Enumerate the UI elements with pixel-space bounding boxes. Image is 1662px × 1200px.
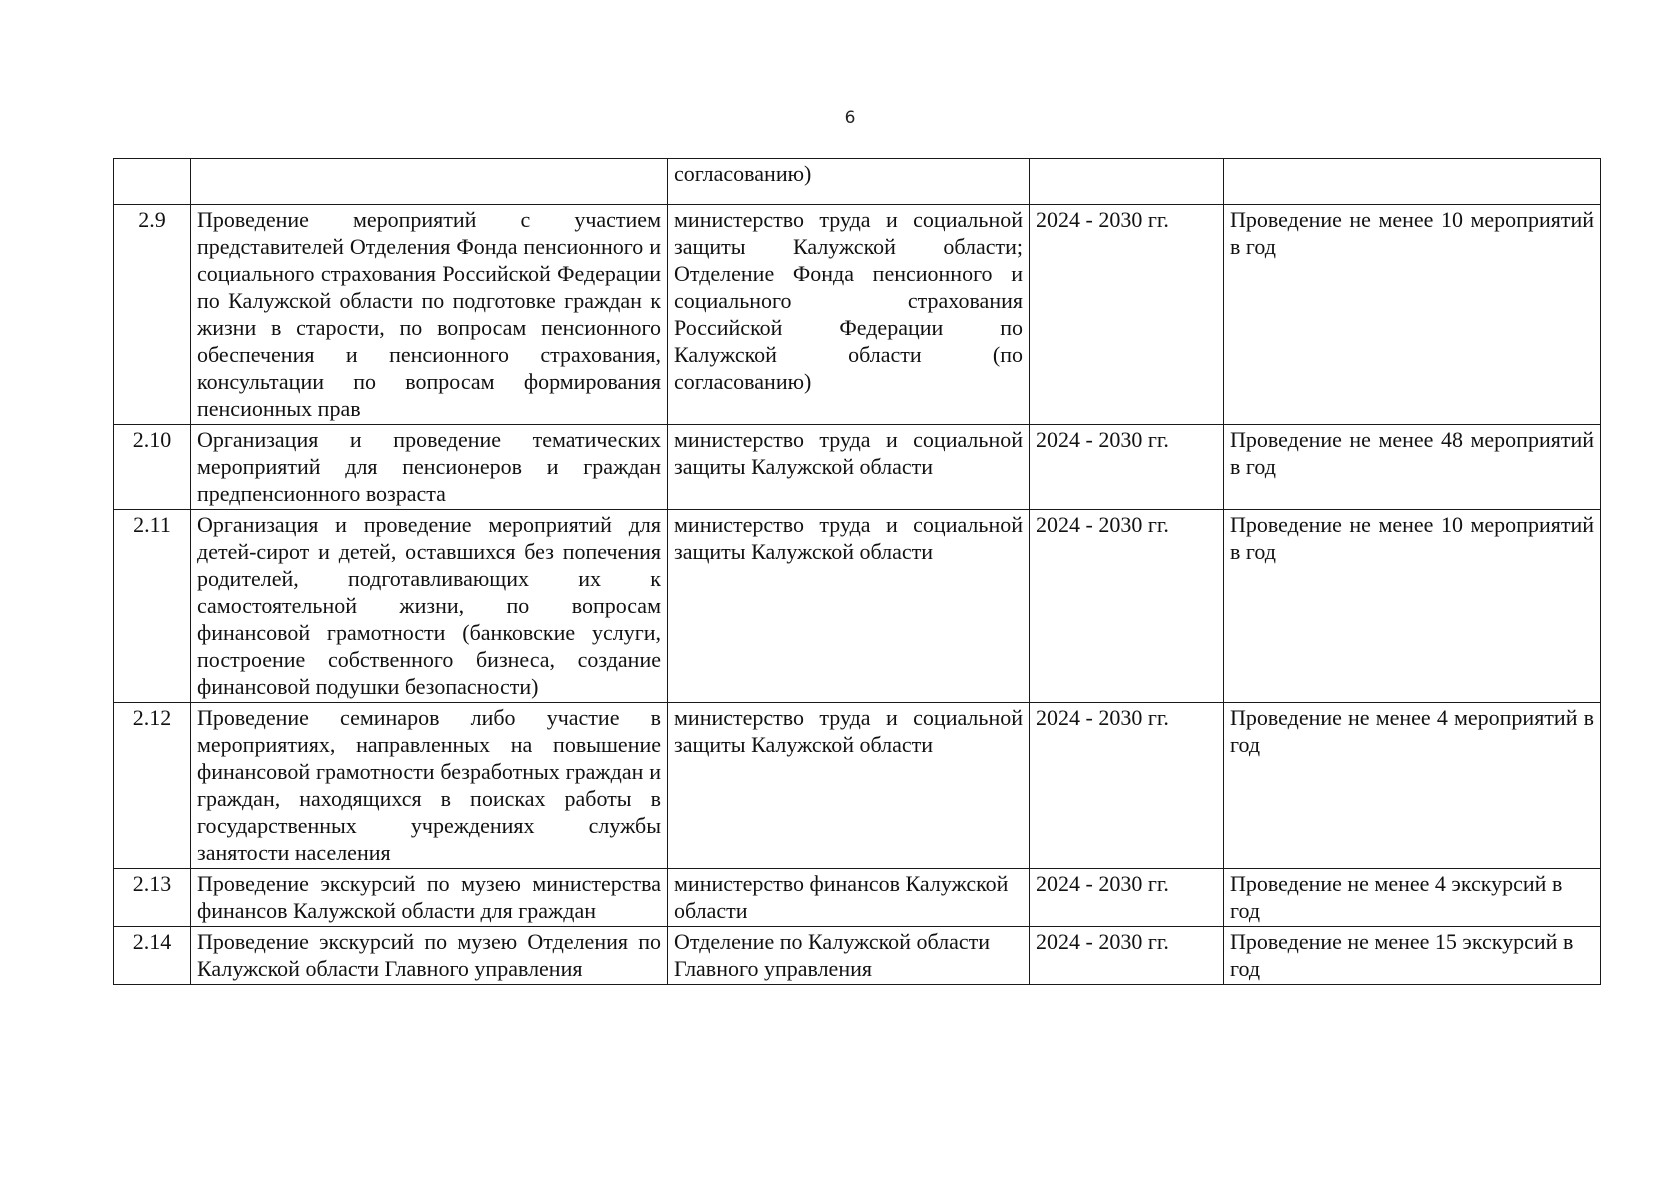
- period-cell: [1030, 159, 1224, 205]
- period-cell: 2024 - 2030 гг.: [1030, 205, 1224, 425]
- executor-cell: Отделение по Калужской области Главного управления: [668, 927, 1030, 985]
- period-cell: 2024 - 2030 гг.: [1030, 927, 1224, 985]
- result-cell: Проведение не менее 4 мероприятий в год: [1224, 703, 1601, 869]
- activity-cell: Проведение семинаров либо участие в мероприятиях, направленных на повышение финансовой грамотности безработных граждан и граждан, находящихся в поисках работы в государственных учреждениях службы занятости населения: [191, 703, 668, 869]
- row-number-cell: [114, 159, 191, 205]
- executor-cell: министерство труда и социальной защиты Калужской области: [668, 510, 1030, 703]
- row-number-cell: 2.12: [114, 703, 191, 869]
- activity-cell: Проведение экскурсий по музею Отделения по Калужской области Главного управления: [191, 927, 668, 985]
- activity-cell: Организация и проведение мероприятий для детей-сирот и детей, оставшихся без попечения родителей, подготавливающих их к самостоятельной жизни, по вопросам финансовой грамотности (банковские услуги, построение собственного бизнеса, создание финансовой подушки безопасности): [191, 510, 668, 703]
- table-row: [114, 703, 1601, 869]
- result-cell: Проведение не менее 4 экскурсий в год: [1224, 869, 1601, 927]
- table-row: [114, 425, 1601, 510]
- table-row: [114, 205, 1601, 425]
- result-cell: Проведение не менее 10 мероприятий в год: [1224, 510, 1601, 703]
- result-cell: Проведение не менее 48 мероприятий в год: [1224, 425, 1601, 510]
- executor-cell: министерство труда и социальной защиты Калужской области; Отделение Фонда пенсионного и социального страхования Российской Федерации по Калужской области (по согласованию): [668, 205, 1030, 425]
- row-number-cell: 2.13: [114, 869, 191, 927]
- period-cell: 2024 - 2030 гг.: [1030, 703, 1224, 869]
- page-number: 6: [844, 108, 856, 128]
- executor-cell: министерство труда и социальной защиты Калужской области: [668, 703, 1030, 869]
- result-cell: [1224, 159, 1601, 205]
- executor-cell: министерство труда и социальной защиты Калужской области: [668, 425, 1030, 510]
- result-cell: Проведение не менее 15 экскурсий в год: [1224, 927, 1601, 985]
- activity-cell: Проведение мероприятий с участием представителей Отделения Фонда пенсионного и социального страхования Российской Федерации по Калужской области по подготовке граждан к жизни в старости, по вопросам пенсионного обеспечения и пенсионного страхования, консультации по вопросам формирования пенсионных прав: [191, 205, 668, 425]
- row-number-cell: 2.11: [114, 510, 191, 703]
- table-row: [114, 510, 1601, 703]
- result-cell: Проведение не менее 10 мероприятий в год: [1224, 205, 1601, 425]
- period-cell: 2024 - 2030 гг.: [1030, 425, 1224, 510]
- table-row-continuation: [114, 159, 1601, 205]
- activities-table: [113, 158, 1601, 985]
- activity-cell: Организация и проведение тематических мероприятий для пенсионеров и граждан предпенсионного возраста: [191, 425, 668, 510]
- period-cell: 2024 - 2030 гг.: [1030, 510, 1224, 703]
- executor-cell: согласованию): [668, 159, 1030, 205]
- executor-cell: министерство финансов Калужской области: [668, 869, 1030, 927]
- period-cell: 2024 - 2030 гг.: [1030, 869, 1224, 927]
- row-number-cell: 2.9: [114, 205, 191, 425]
- activity-cell: Проведение экскурсий по музею министерства финансов Калужской области для граждан: [191, 869, 668, 927]
- row-number-cell: 2.10: [114, 425, 191, 510]
- table-row: [114, 869, 1601, 927]
- row-number-cell: 2.14: [114, 927, 191, 985]
- table-row: [114, 927, 1601, 985]
- activity-cell: [191, 159, 668, 205]
